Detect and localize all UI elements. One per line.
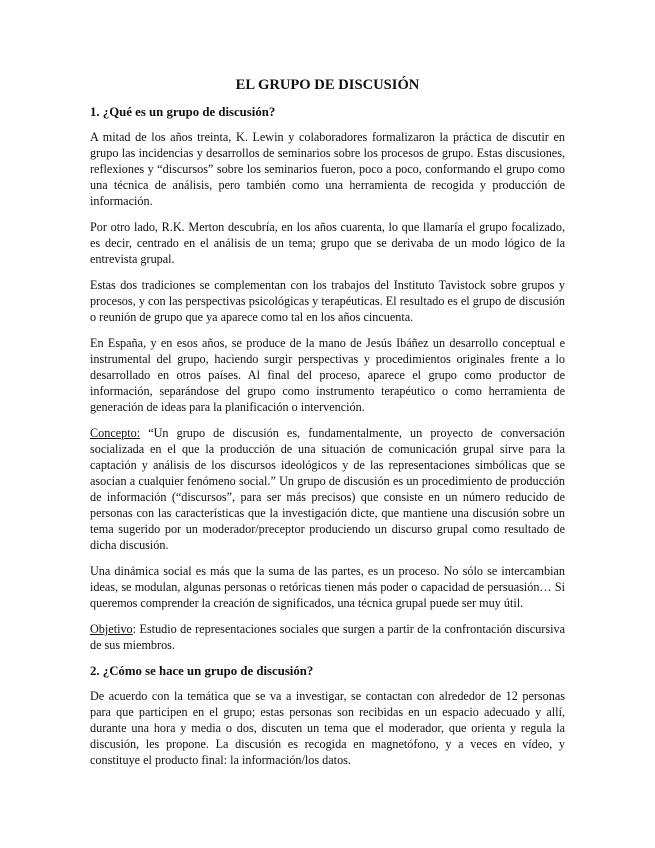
section-2-paragraph-1: De acuerdo con la temática que se va a investigar, se contactan con alrededor de 12 personas para que participen en el grupo; estas personas son recibidas en un espacio adecuado y allí, durante una hora y media o dos, discuten un tema que el moderador, que orienta y regula la discusión, les propone. La discusión es recogida en magnetófono, y a veces en vídeo, y constituye el producto final: la información/los datos.	[90, 689, 565, 767]
objetivo-paragraph	[90, 621, 565, 653]
section-1-paragraph-4: En España, y en esos años, se produce de la mano de Jesús Ibáñez un desarrollo conceptual e instrumental del grupo, haciendo surgir perspectivas y procedimientos originales frente a lo desarrollado en otros países. Al final del proceso, aparece el grupo como productor de información, separándose del grupo como instrumento terapéutico o como herramienta de generación de ideas para la planificación o intervención.	[90, 336, 565, 414]
section-1-paragraph-3: Estas dos tradiciones se complementan con los trabajos del Instituto Tavistock sobre grupos y procesos, y con las perspectivas psicológicas y terapéuticas. El resultado es el grupo de discusión o reunión de grupo que ya aparece como tal en los años cincuenta.	[90, 278, 565, 324]
objetivo-text: : Estudio de representaciones sociales que surgen a partir de la confrontación discursiva de sus miembros.	[90, 622, 565, 652]
concepto-paragraph	[90, 425, 565, 553]
document-title: EL GRUPO DE DISCUSIÓN	[235, 77, 420, 93]
concepto-label: Concepto:	[90, 426, 141, 440]
section-1-paragraph-1: A mitad de los años treinta, K. Lewin y colaboradores formalizaron la práctica de discutir en grupo las incidencias y desarrollos de seminarios sobre los procesos de grupo. Estas discusiones, reflexiones y “discursos” sobre los seminarios fueron, poco a poco, conformando el grupo como una técnica de análisis, pero también como una herramienta de recogida y producción de información.	[90, 130, 565, 208]
section-1-paragraph-2: Por otro lado, R.K. Merton descubría, en los años cuarenta, lo que llamaría el grupo focalizado, es decir, centrado en el análisis de un tema; grupo que se derivaba de un modo lógico de la entrevista grupal.	[90, 220, 565, 266]
section-2-heading: 2. ¿Cómo se hace un grupo de discusión?	[90, 664, 314, 678]
concepto-text: “Un grupo de discusión es, fundamentalmente, un proyecto de conversación socializada en el que la producción de una situación de comunicación grupal sirve para la captación y análisis de los discursos ideológicos y de las representaciones simbólicas que se asocian a cualquier fenómeno social.” Un grupo de discusión es un procedimiento de producción de información (“discursos”, para ser más precisos) que consiste en un número reducido de personas con las características que la investigación dicte, que mantiene una discusión sobre un tema sugerido por un moderador/preceptor produciendo un discurso grupal como resultado de dicha discusión.	[90, 426, 565, 552]
section-1-heading: 1. ¿Qué es un grupo de discusión?	[90, 105, 276, 119]
section-1-paragraph-6: Una dinámica social es más que la suma de las partes, es un proceso. No sólo se intercambian ideas, se modulan, algunas personas o retóricas tienen más poder o capacidad de persuasión… Si queremos comprender la creación de significados, una técnica grupal puede ser muy útil.	[90, 564, 565, 610]
objetivo-label: Objetivo	[90, 622, 133, 636]
